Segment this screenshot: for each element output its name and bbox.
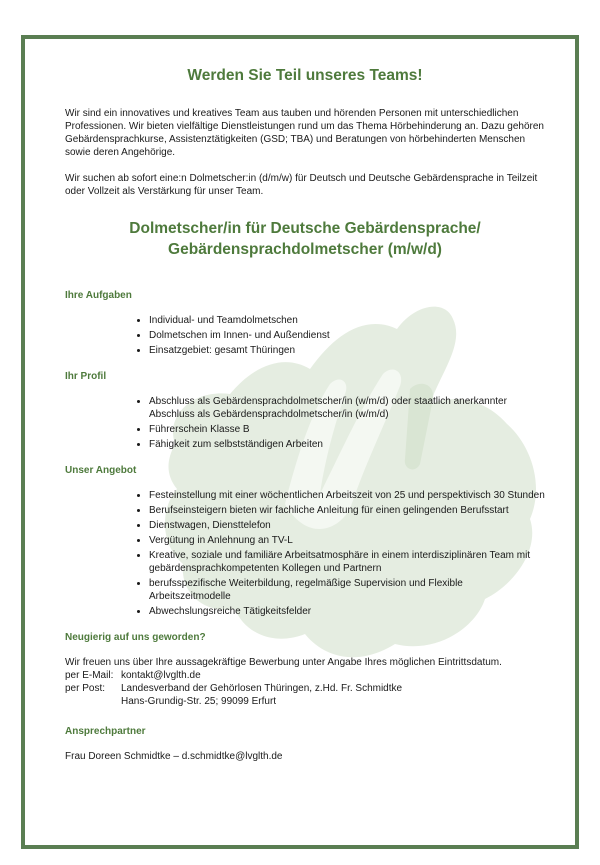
offer-heading: Unser Angebot [65, 465, 137, 476]
list-item: • Dienstwagen, Diensttelefon [149, 519, 545, 532]
email-label: per E-Mail: [65, 670, 114, 681]
job-title-line-2: Gebärdensprachdolmetscher (m/w/d) [168, 241, 442, 258]
intro-paragraph: Wir sind ein innovatives und kreatives Team aus tauben und hörenden Personen mit unterschiedlichen Professionen. Wir bieten vielfältige Dienstleistungen rund um das Thema Hörbehinderung an. Dazu gehören Gebärdensprachkurse, Assistenztätigkeiten (GSD; TBA) und Beratungen von hörbehinderten Menschen sowie deren Angehörige. [65, 108, 544, 158]
list-item: • Führerschein Klasse B [149, 423, 545, 436]
list-item: • Fähigkeit zum selbstständigen Arbeiten [149, 438, 545, 451]
contact-heading: Ansprechpartner [65, 726, 146, 737]
offer-list [65, 489, 545, 618]
list-item: • Vergütung in Anlehnung an TV-L [149, 534, 545, 547]
job-title-line-1: Dolmetscher/in für Deutsche Gebärdensprache/ [129, 220, 481, 237]
profile-heading: Ihr Profil [65, 371, 107, 382]
intro-search-paragraph: Wir suchen ab sofort eine:n Dolmetscher:in (d/m/w) für Deutsch und Deutsche Gebärdensprache in Teilzeit oder Vollzeit als Verstärkung für unser Team. [65, 173, 538, 197]
post-label: per Post: [65, 683, 106, 694]
list-item: • Berufseinsteigern bieten wir fachliche Anleitung für einen gelingenden Berufsstart [149, 504, 545, 517]
headline: Werden Sie Teil unseres Teams! [187, 67, 423, 84]
post-address-line-2: Hans-Grundig-Str. 25; 99099 Erfurt [121, 696, 277, 707]
list-item: • Abschluss als Gebärdensprachdolmetscher/in (w/m/d) oder staatlich anerkannter Abschluss als Gebärdensprachdolmetscher/in (w/m/d) [149, 395, 545, 421]
list-item: • Einsatzgebiet: gesamt Thüringen [149, 344, 545, 357]
page-frame [21, 35, 579, 849]
list-item: • Dolmetschen im Innen- und Außendienst [149, 329, 545, 342]
content [65, 67, 545, 763]
list-item: • Festeinstellung mit einer wöchentlichen Arbeitszeit von 25 und perspektivisch 30 Stunden [149, 489, 545, 502]
post-address-line-1: Landesverband der Gehörlosen Thüringen, z.Hd. Fr. Schmidtke [121, 683, 403, 694]
email-row [65, 669, 545, 682]
post-address [121, 682, 402, 708]
profile-list [65, 395, 545, 451]
job-title [65, 218, 545, 260]
email-value: kontakt@lvglth.de [121, 670, 201, 681]
apply-text: Wir freuen uns über Ihre aussagekräftige Bewerbung unter Angabe Ihres möglichen Eintrittsdatum. [65, 657, 502, 668]
list-item: • Kreative, soziale und familiäre Arbeitsatmosphäre in einem interdisziplinären Team mit gebärdensprachkompetenten Kollegen und Partnern [149, 549, 545, 575]
tasks-heading: Ihre Aufgaben [65, 290, 132, 301]
tasks-list [65, 314, 545, 357]
apply-heading: Neugierig auf uns geworden? [65, 632, 206, 643]
list-item: • Abwechslungsreiche Tätigkeitsfelder [149, 605, 545, 618]
contact-text: Frau Doreen Schmidtke – d.schmidtke@lvglth.de [65, 751, 283, 762]
post-row [65, 682, 545, 708]
list-item: • berufsspezifische Weiterbildung, regelmäßige Supervision und Flexible Arbeitszeitmodelle [149, 577, 545, 603]
list-item: • Individual- und Teamdolmetschen [149, 314, 545, 327]
